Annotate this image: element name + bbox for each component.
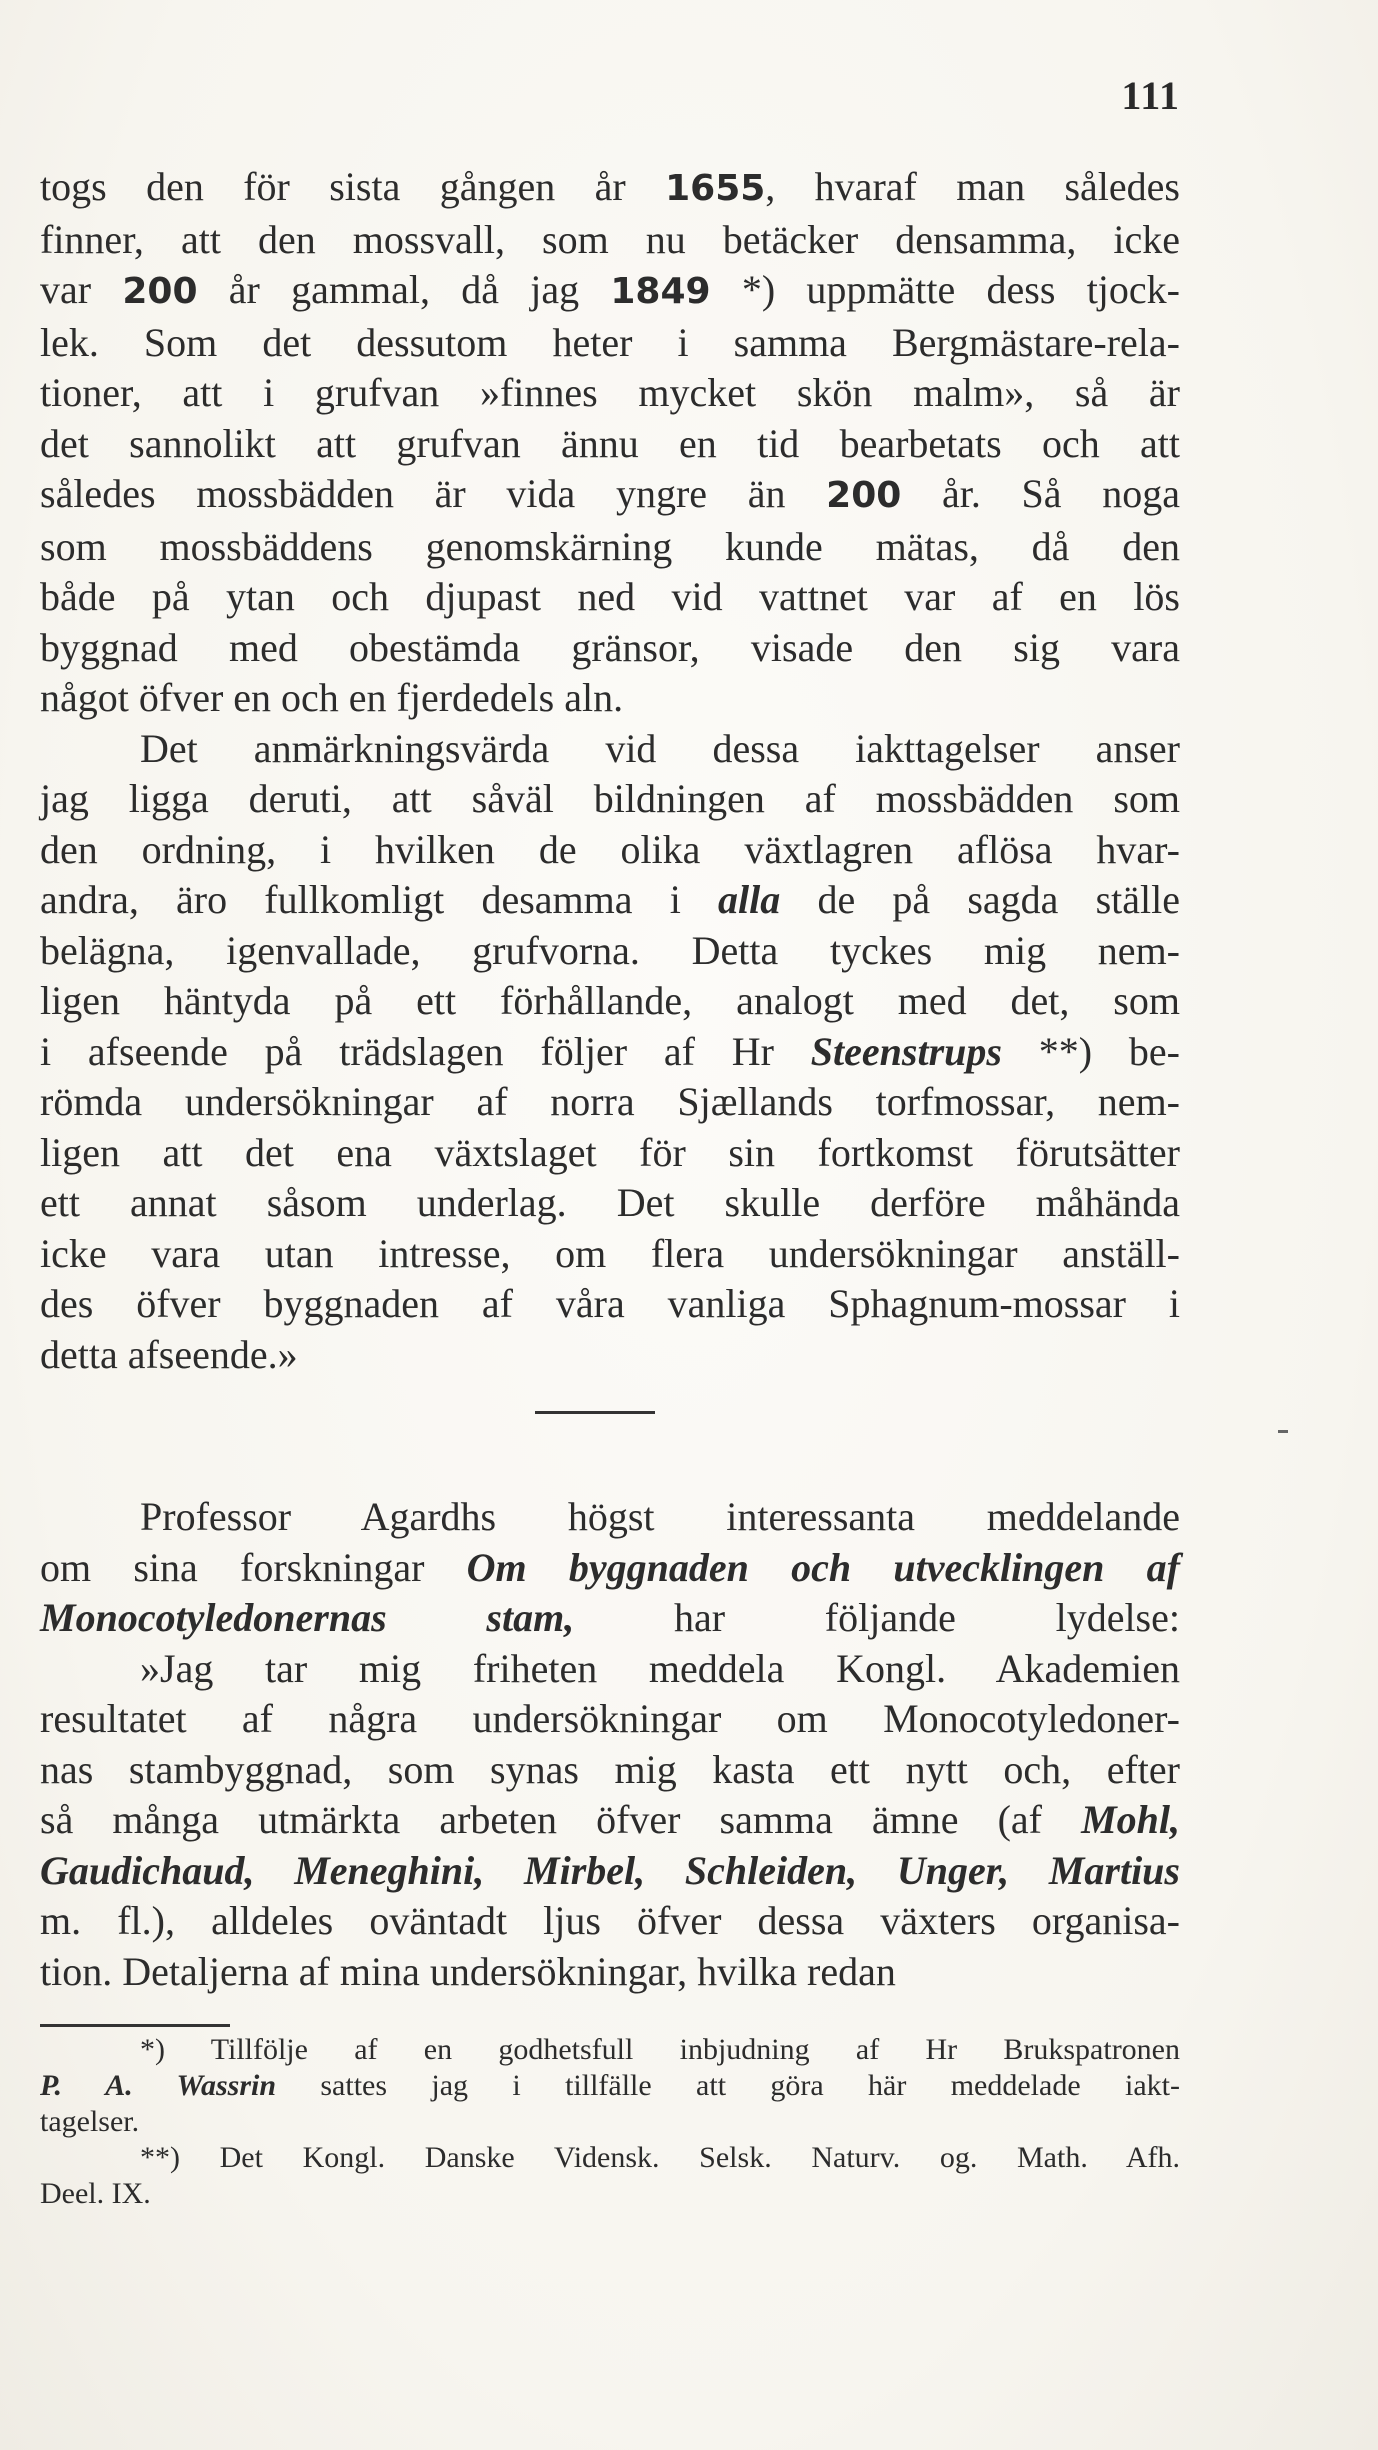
text-run: sattes jag i tillfälle att göra här meddelade iakt- xyxy=(276,2069,1180,2102)
text-run: det sannolikt att grufvan ännu en tid bearbetats och att xyxy=(40,420,1180,466)
text-line xyxy=(40,1795,1180,1846)
bold-number: 200 xyxy=(826,475,902,516)
text-line xyxy=(40,926,1180,977)
text-run: togs den för sista gången år xyxy=(40,164,666,209)
text-run: tagelser. xyxy=(40,2105,140,2138)
text-line xyxy=(40,1745,1180,1796)
text-run: Professor Agardhs högst interessanta meddelande xyxy=(140,1494,1180,1539)
italic-phrase: P. A. Wassrin xyxy=(40,2069,277,2102)
text-line xyxy=(40,1178,1180,1229)
text-run: ligen häntyda på ett förhållande, analogt med det, som xyxy=(40,978,1180,1023)
text-run: år. Så noga xyxy=(901,471,1180,516)
text-run: **) Det Kongl. Danske Vidensk. Selsk. Naturv. og. Math. Afh. xyxy=(140,2141,1180,2174)
text-run: finner, att den mossvall, som nu betäcker densamma, icke xyxy=(40,216,1180,262)
text-run: har följande lydelse: xyxy=(574,1595,1180,1640)
page-number: 111 xyxy=(1121,73,1180,118)
footnote-line xyxy=(40,2032,1180,2068)
text-run: tion. Detaljerna af mina undersökningar, hvilka redan xyxy=(40,1948,896,1994)
text-run: jag ligga deruti, att såväl bildningen af mossbädden som xyxy=(40,776,1180,821)
bold-number: 200 xyxy=(122,271,198,312)
italic-phrase: alla xyxy=(718,877,781,922)
text-run: byggnad med obestämda gränsor, visade den sig vara xyxy=(40,624,1180,670)
text-run: ligen att det ena växtslaget för sin fortkomst förutsätter xyxy=(40,1129,1180,1175)
footnote-rule xyxy=(40,2024,230,2027)
text-run: så många utmärkta arbeten öfver samma ämne (af xyxy=(40,1797,1082,1842)
text-line xyxy=(40,1846,1180,1897)
text-run: römda undersökningar af norra Sjællands torfmossar, nem- xyxy=(40,1079,1180,1124)
footnote-line xyxy=(40,2176,1180,2212)
italic-phrase: Monocotyledonernas stam, xyxy=(40,1595,575,1640)
footnote-line xyxy=(40,2104,1180,2140)
text-run: ett annat såsom underlag. Det skulle derföre måhända xyxy=(40,1180,1180,1225)
text-line xyxy=(40,1694,1180,1745)
text-line xyxy=(40,419,1180,470)
text-line xyxy=(40,875,1180,926)
text-run: om sina forskningar xyxy=(40,1544,467,1590)
text-run: i afseende på trädslagen följer af Hr xyxy=(40,1028,811,1074)
text-line xyxy=(40,1077,1180,1128)
italic-phrase: Om byggnaden och utvecklingen af xyxy=(466,1544,1180,1590)
text-line xyxy=(40,1896,1180,1947)
text-line xyxy=(40,522,1180,573)
text-run: *) Tillfölje af en godhetsfull inbjudning af Hr Brukspatronen xyxy=(140,2033,1180,2066)
footnotes xyxy=(40,2032,1180,2212)
text-line xyxy=(40,368,1180,419)
text-run: således mossbädden är vida yngre än xyxy=(40,471,827,516)
text-line xyxy=(40,1330,1180,1381)
text-line xyxy=(40,469,1180,522)
text-line xyxy=(40,1593,1180,1644)
italic-phrase: Mohl, xyxy=(1081,1797,1180,1842)
text-line xyxy=(40,623,1180,674)
footnote-line xyxy=(40,2068,1180,2104)
text-run: resultatet af några undersökningar om Monocotyledoner- xyxy=(40,1696,1180,1741)
text-line xyxy=(40,673,1180,724)
text-line xyxy=(40,976,1180,1027)
text-line xyxy=(40,724,1180,775)
stray-mark xyxy=(1278,1430,1288,1433)
text-block-agardh xyxy=(40,1492,1180,1997)
text-run: *) uppmätte dess tjock- xyxy=(710,267,1180,312)
text-run: detta afseende.» xyxy=(40,1331,298,1377)
text-line xyxy=(40,265,1180,318)
text-run: både på ytan och djupast ned vid vattnet var af en lös xyxy=(40,574,1180,619)
text-run: andra, äro fullkomligt desamma i xyxy=(40,877,719,922)
text-run: **) be- xyxy=(1001,1028,1181,1074)
text-run: något öfver en och en fjerdedels aln. xyxy=(40,675,624,720)
section-divider xyxy=(535,1411,655,1414)
text-run: tioner, att i grufvan »finnes mycket skön malm», så är xyxy=(40,370,1180,415)
text-line xyxy=(40,1644,1180,1695)
text-line xyxy=(40,774,1180,825)
text-line xyxy=(40,1543,1180,1594)
text-run: var xyxy=(40,267,123,312)
text-run: lek. Som det dessutom heter i samma Bergmästare-rela- xyxy=(40,319,1180,365)
text-run: Det anmärkningsvärda vid dessa iakttagelser anser xyxy=(140,725,1180,771)
text-line xyxy=(40,1947,1180,1998)
text-run: »Jag tar mig friheten meddela Kongl. Akademien xyxy=(140,1645,1180,1691)
footnote-line xyxy=(40,2140,1180,2176)
italic-phrase: Steenstrups xyxy=(810,1028,1002,1074)
text-line xyxy=(40,1279,1180,1330)
text-line xyxy=(40,1128,1180,1179)
text-line xyxy=(40,162,1180,215)
text-line xyxy=(40,1229,1180,1280)
text-line xyxy=(40,1492,1180,1543)
text-run: år gammal, då jag xyxy=(197,267,611,312)
text-run: de på sagda ställe xyxy=(780,877,1180,922)
text-run: som mossbäddens genomskärning kunde mätas, då den xyxy=(40,523,1180,569)
text-line xyxy=(40,215,1180,266)
bold-number: 1655 xyxy=(665,168,766,209)
text-line xyxy=(40,572,1180,623)
text-run: icke vara utan intresse, om flera undersökningar anställ- xyxy=(40,1230,1180,1276)
text-run: belägna, igenvallade, grufvorna. Detta tyckes mig nem- xyxy=(40,927,1180,973)
italic-phrase: Gaudichaud, Meneghini, Mirbel, Schleiden, Unger, Martius xyxy=(40,1847,1180,1893)
bold-number: 1849 xyxy=(610,271,711,312)
text-run: des öfver byggnaden af våra vanliga Sphagnum-mossar i xyxy=(40,1281,1180,1326)
text-run: nas stambyggnad, som synas mig kasta ett nytt och, efter xyxy=(40,1746,1180,1792)
text-run: den ordning, i hvilken de olika växtlagren aflösa hvar- xyxy=(40,826,1180,872)
text-run: , hvaraf man således xyxy=(765,164,1180,209)
text-run: m. fl.), alldeles oväntadt ljus öfver dessa växters organisa- xyxy=(40,1898,1180,1943)
text-line xyxy=(40,318,1180,369)
text-block-mossbadden xyxy=(40,162,1180,1380)
text-line xyxy=(40,1027,1180,1078)
text-line xyxy=(40,825,1180,876)
text-run: Deel. IX. xyxy=(40,2177,151,2210)
